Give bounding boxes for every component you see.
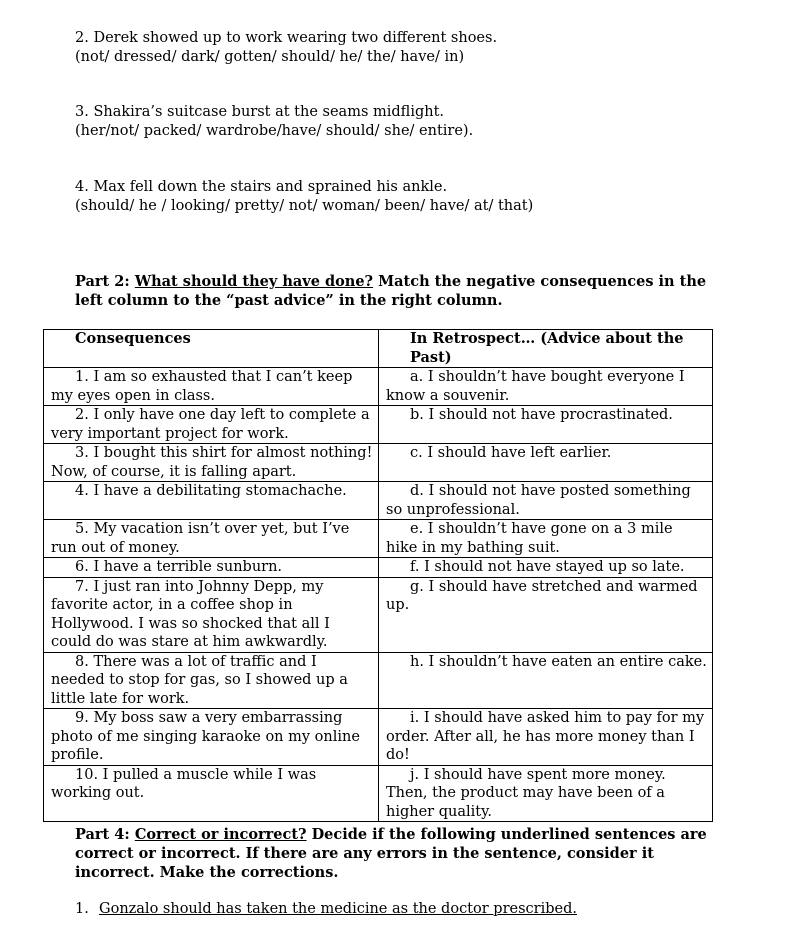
- advice-cell-text: h. I shouldn’t have eaten an entire cake.: [410, 653, 707, 670]
- part2-heading: [75, 272, 715, 310]
- advice-cell-text: f. I should not have stayed up so late.: [410, 559, 685, 575]
- consequence-cell: [44, 652, 379, 709]
- exercise-2: [75, 29, 497, 67]
- exercise-2-words: (not/ dressed/ dark/ gotten/ should/ he/ the/ have/ in): [75, 49, 465, 65]
- consequence-cell-text: 3. I bought this shirt for almost nothing! Now, of course, it is falling apart.: [51, 445, 373, 480]
- consequence-cell-text: 2. I only have one day left to complete a very important project for work.: [51, 407, 370, 442]
- part4-instruction: Decide if the following underlined sentences are correct or incorrect. If there are any errors in the sentence, consider it incorrect. Make the corrections.: [75, 826, 707, 881]
- consequence-cell: [44, 482, 379, 520]
- advice-cell: [379, 368, 713, 406]
- consequence-cell: [44, 709, 379, 766]
- part2-label: Part 2:: [75, 273, 130, 290]
- exercise-3: [75, 103, 473, 141]
- exercise-4-sentence: 4. Max fell down the stairs and sprained his ankle.: [75, 179, 448, 195]
- advice-cell: [379, 406, 713, 444]
- part4-label: Part 4:: [75, 826, 130, 843]
- table-row: [44, 406, 713, 444]
- part4-question: Correct or incorrect?: [134, 826, 307, 843]
- exercise-3-sentence: 3. Shakira’s suitcase burst at the seams midflight.: [75, 104, 445, 120]
- advice-cell: [379, 520, 713, 558]
- matching-table: [43, 329, 713, 822]
- advice-cell-text: e. I shouldn’t have gone on a 3 mile hike in my bathing suit.: [386, 521, 673, 556]
- advice-cell-text: a. I shouldn’t have bought everyone I know a souvenir.: [386, 369, 685, 404]
- table-row: [44, 444, 713, 482]
- part4-item-number: 1.: [75, 901, 89, 917]
- part2-question: What should they have done?: [134, 273, 374, 290]
- table-row: [44, 558, 713, 578]
- part4-item-1: [75, 900, 577, 919]
- consequence-cell-text: 1. I am so exhausted that I can’t keep my eyes open in class.: [51, 369, 353, 404]
- table-row: [44, 652, 713, 709]
- consequence-cell: [44, 765, 379, 822]
- consequence-cell: [44, 520, 379, 558]
- consequence-cell-text: 9. My boss saw a very embarrassing photo of me singing karaoke on my online profile.: [51, 710, 360, 763]
- table-row: [44, 765, 713, 822]
- advice-cell: [379, 558, 713, 578]
- consequence-cell: [44, 558, 379, 578]
- consequence-cell-text: 6. I have a terrible sunburn.: [75, 559, 283, 575]
- table-row: [44, 520, 713, 558]
- advice-cell: [379, 482, 713, 520]
- table-header-row: [44, 330, 713, 368]
- advice-cell-text: g. I should have stretched and warmed up.: [386, 578, 698, 613]
- advice-cell-text: b. I should not have procrastinated.: [410, 407, 673, 423]
- consequence-cell: [44, 577, 379, 652]
- advice-cell: [379, 765, 713, 822]
- consequence-cell-text: 8. There was a lot of traffic and I needed to stop for gas, so I showed up a little late for work.: [51, 653, 348, 707]
- advice-cell: [379, 444, 713, 482]
- consequence-cell-text: 5. My vacation isn’t over yet, but I’ve run out of money.: [51, 521, 350, 556]
- consequence-cell: [44, 444, 379, 482]
- advice-cell: [379, 577, 713, 652]
- advice-cell-text: c. I should have left earlier.: [410, 445, 612, 461]
- consequence-cell: [44, 406, 379, 444]
- table-row: [44, 482, 713, 520]
- advice-cell-text: i. I should have asked him to pay for my order. After all, he has more money than I do!: [386, 710, 705, 763]
- exercise-2-sentence: 2. Derek showed up to work wearing two different shoes.: [75, 30, 498, 46]
- consequence-cell: [44, 368, 379, 406]
- advice-cell: [379, 652, 713, 709]
- table-row: [44, 577, 713, 652]
- table-row: [44, 709, 713, 766]
- part4-item-sentence: Gonzalo should has taken the medicine as the doctor prescribed.: [99, 901, 577, 917]
- part2-instruction: Match the negative consequences in the left column to the “past advice” in the right column.: [75, 273, 707, 309]
- exercise-3-words: (her/not/ packed/ wardrobe/have/ should/ she/ entire).: [75, 123, 474, 139]
- consequence-cell-text: 10. I pulled a muscle while I was working out.: [51, 766, 317, 801]
- exercise-4-words: (should/ he / looking/ pretty/ not/ woman/ been/ have/ at/ that): [75, 198, 534, 214]
- header-advice: In Retrospect… (Advice about the Past): [379, 330, 713, 368]
- table-row: [44, 368, 713, 406]
- advice-cell-text: d. I should not have posted something so unprofessional.: [386, 483, 691, 518]
- exercise-4: [75, 178, 533, 216]
- advice-cell-text: j. I should have spent more money. Then, the product may have been of a higher quality.: [386, 766, 666, 820]
- consequence-cell-text: 7. I just ran into Johnny Depp, my favorite actor, in a coffee shop in Hollywood. I was so shocked that all I could do was stare at him awkwardly.: [51, 578, 330, 650]
- header-consequences: Consequences: [44, 330, 379, 368]
- consequence-cell-text: 4. I have a debilitating stomachache.: [75, 483, 347, 499]
- advice-cell: [379, 709, 713, 766]
- part4-heading: [75, 825, 715, 882]
